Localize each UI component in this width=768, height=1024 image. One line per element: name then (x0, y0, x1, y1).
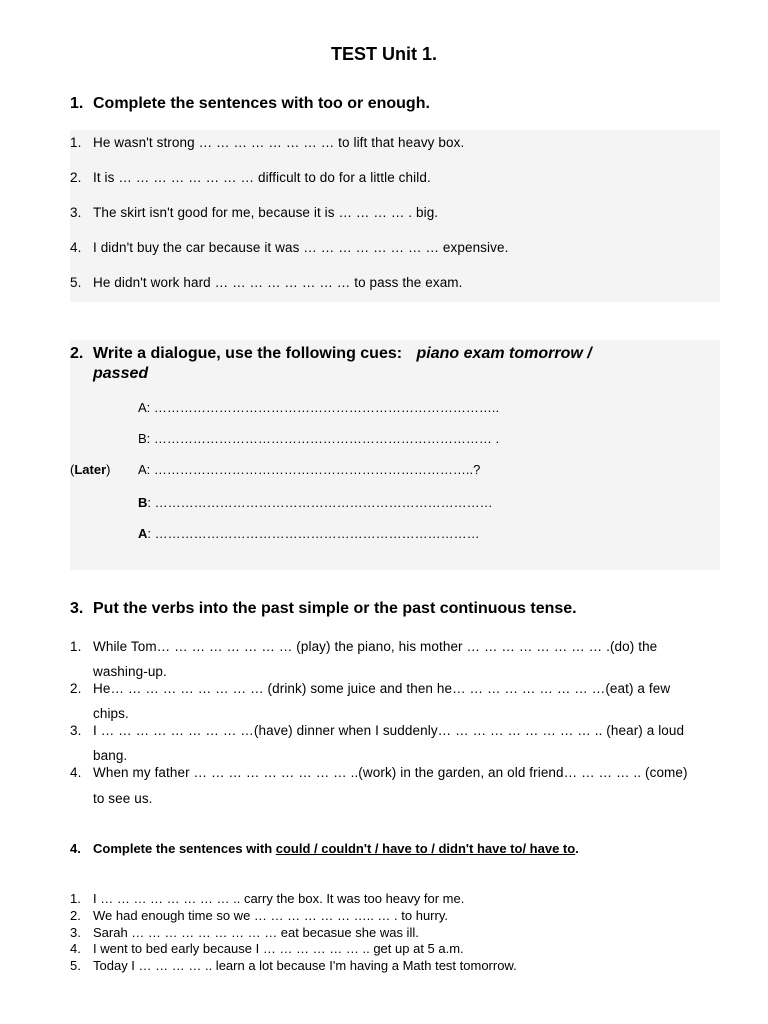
item-number: 3. (70, 925, 81, 940)
section-1-number: 1. (70, 95, 84, 112)
item-number: 1. (70, 639, 82, 654)
section-2-number: 2. (70, 345, 84, 362)
item-number: 1. (70, 135, 82, 150)
item-text: He… … … … … … … … … (drink) some juice and then he… … … … … … … … …(eat) a few (93, 681, 671, 696)
item-text: The skirt isn't good for me, because it is … … … … . big. (93, 205, 439, 220)
dialogue-line-5 (138, 526, 480, 541)
item-text: I … … … … … … … … .. carry the box. It was too heavy for me. (93, 891, 465, 906)
item-text: It is … … … … … … … … difficult to do for a little child. (93, 170, 431, 185)
section-4-heading (70, 841, 579, 856)
item-number: 2. (70, 170, 82, 185)
item-text: While Tom… … … … … … … … (play) the piano, his mother … … … … … … … … .(do) the (93, 639, 658, 654)
section-2-heading (70, 345, 592, 363)
answer-blank: : ………………………………………………………………… (147, 526, 480, 541)
section-4-number: 4. (70, 841, 81, 856)
section-3-heading (70, 600, 577, 618)
dialogue-line-4 (138, 495, 493, 510)
section-4-modal-options: could / couldn't / have to / didn't have to/ have to (275, 841, 576, 856)
item-text: We had enough time so we … … … … … … ….. … . to hurry. (93, 908, 448, 923)
dialogue-line-3 (138, 462, 480, 477)
speaker-label: A (138, 462, 147, 477)
later-text: Later (74, 462, 107, 477)
section-4-period: . (575, 841, 579, 856)
item-number: 3. (70, 723, 82, 738)
dialogue-line-1 (138, 400, 499, 415)
item-text: He didn't work hard … … … … … … … … to pass the exam. (93, 275, 463, 290)
section-2-cue: piano exam tomorrow / (416, 345, 592, 362)
answer-blank: : …………………………………………………………………….. (146, 400, 500, 415)
item-number: 4. (70, 941, 81, 956)
section-2-title: Write a dialogue, use the following cues: (93, 345, 403, 362)
section-2-cue-continued: passed (93, 365, 149, 382)
speaker-label: A (138, 400, 147, 415)
item-text-continued: washing-up. (93, 664, 167, 679)
item-text-continued: bang. (93, 748, 128, 763)
speaker-label: A (138, 526, 148, 541)
later-label (70, 462, 110, 477)
item-text: I didn't buy the car because it was … … … … … … … … expensive. (93, 240, 509, 255)
speaker-label: B (138, 431, 147, 446)
section-1-heading (70, 95, 430, 113)
page-title: TEST Unit 1. (330, 44, 437, 64)
section-3-title: Put the verbs into the past simple or the past continuous tense. (93, 600, 577, 617)
section-1-title: Complete the sentences with too or enough. (93, 95, 430, 112)
answer-blank: : …………………………………………………………………… (147, 495, 493, 510)
item-text: I went to bed early because I … … … … … … .. get up at 5 a.m. (93, 941, 464, 956)
item-number: 2. (70, 908, 81, 923)
item-text: I … … … … … … … … …(have) dinner when I suddenly… … … … … … … … … .. (hear) a loud (93, 723, 685, 738)
item-number: 4. (70, 765, 82, 780)
close-paren: ) (106, 462, 111, 477)
item-number: 5. (70, 275, 82, 290)
answer-blank: : ………………………………………………………………..? (146, 462, 481, 477)
section-3-number: 3. (70, 600, 84, 617)
item-text-continued: chips. (93, 706, 129, 721)
open-paren: ( (70, 462, 75, 477)
item-number: 2. (70, 681, 82, 696)
dialogue-line-2 (138, 431, 499, 446)
item-number: 1. (70, 891, 81, 906)
item-text: Sarah … … … … … … … … … eat becasue she was ill. (93, 925, 419, 940)
item-text: When my father … … … … … … … … … ..(work) in the garden, an old friend… … … … .. (come) (93, 765, 688, 780)
item-number: 5. (70, 958, 81, 973)
answer-blank: : …………………………………………………………………… . (146, 431, 500, 446)
item-text: Today I … … … … .. learn a lot because I'm having a Math test tomorrow. (93, 958, 517, 973)
speaker-label: B (138, 495, 148, 510)
item-number: 4. (70, 240, 82, 255)
section-4-title: Complete the sentences with (93, 841, 276, 856)
item-text-continued: to see us. (93, 791, 153, 806)
item-text: He wasn't strong … … … … … … … … to lift that heavy box. (93, 135, 465, 150)
item-number: 3. (70, 205, 82, 220)
